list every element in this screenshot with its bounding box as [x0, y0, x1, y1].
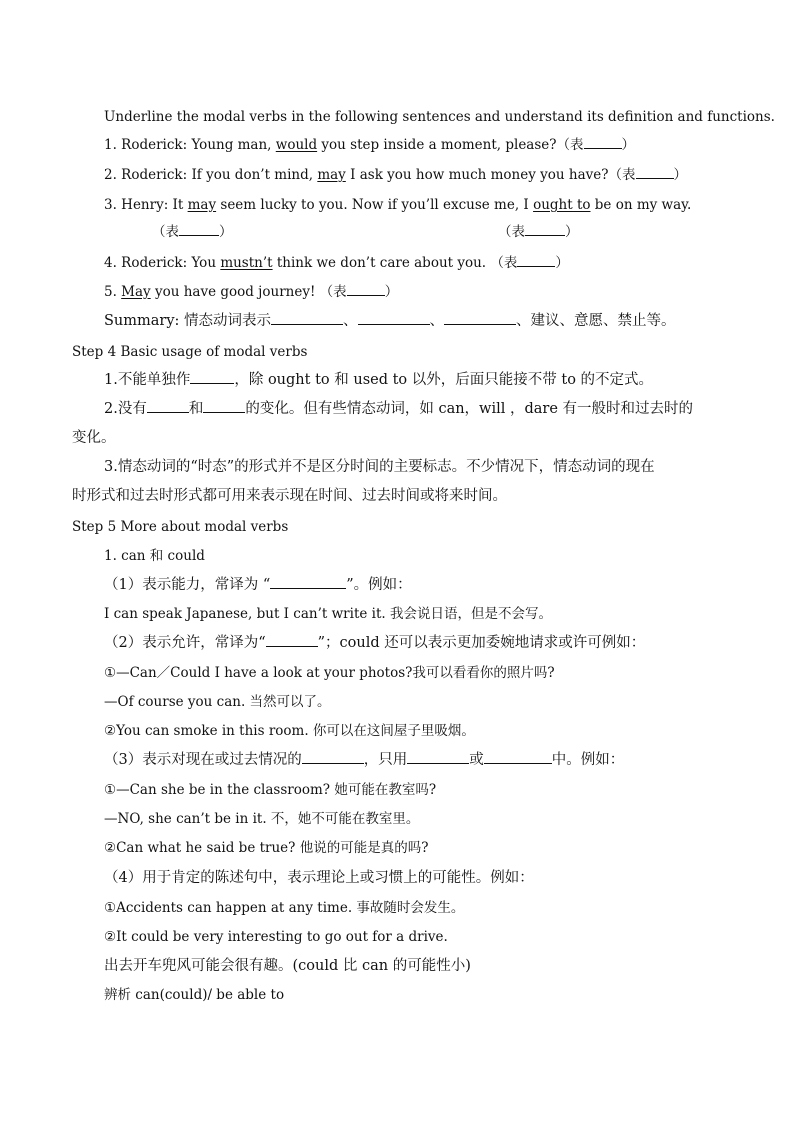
sentence-2-text-end: I ask you how much money you have?（表	[345, 167, 636, 183]
modal-verb-may: May	[121, 284, 151, 300]
sentence-1-text: 1. Roderick: Young man,	[104, 137, 276, 153]
sentence-1	[104, 135, 635, 155]
blank-field[interactable]	[271, 324, 343, 325]
separator: 、	[429, 313, 445, 329]
modal-verb-ought-to: ought to	[533, 197, 591, 213]
subheading-can-could: 1. can 和 could	[104, 548, 205, 564]
sentence-3-text-mid: seem lucky to you. Now if you’ll excuse me, I	[216, 197, 534, 213]
sentence-4-text: 4. Roderick: You	[104, 255, 221, 271]
item-2-text-end: ”；could 还可以表示更加委婉地请求或许可例如：	[317, 635, 646, 651]
item-2	[104, 633, 645, 653]
item-3-example-2: —NO, she can’t be in it. 不，她不可能在教室里。	[104, 811, 420, 827]
paren-close: ）	[555, 255, 569, 271]
step-4-heading: Step 4 Basic usage of modal verbs	[72, 344, 308, 360]
step-4-point-1	[104, 370, 653, 390]
instruction-line: Underline the modal verbs in the following sentences and understand its definition and functions.	[104, 109, 775, 125]
point-2-text-mid: 和	[188, 401, 204, 417]
blank-field[interactable]	[190, 383, 234, 384]
item-1-text-end: ”。例如：	[346, 577, 412, 593]
sentence-5: 5. May you have good journey! （表 ）	[104, 284, 399, 300]
sentence-4	[104, 253, 569, 273]
item-3-example-1: ①—Can she be in the classroom? 她可能在教室吗?	[104, 782, 437, 798]
step-4-point-2	[104, 399, 693, 419]
item-3-text-end: 中。例如：	[551, 752, 625, 768]
blank-field[interactable]	[179, 235, 219, 236]
item-2-example-1: ①—Can／Could I have a look at your photos?我可以看看你的照片吗?	[104, 665, 555, 681]
summary-text-end: 、建议、意愿、禁止等。	[516, 313, 676, 329]
step-5-heading: Step 5 More about modal verbs	[72, 519, 289, 535]
sentence-4-text-end: think we don’t care about you. （表	[272, 255, 518, 271]
blank-field[interactable]	[517, 266, 555, 267]
step-4-point-2-cont: 变化。	[72, 430, 116, 446]
sentence-3	[104, 195, 691, 215]
blank-field[interactable]	[407, 763, 469, 764]
blank-field[interactable]	[584, 148, 622, 149]
item-3-example-3: ②Can what he said be true? 他说的可能是真的吗?	[104, 840, 429, 856]
item-4: （4）用于肯定的陈述句中，表示理论上或习惯上的可能性。例如：	[104, 870, 534, 886]
modal-verb-may: may	[317, 167, 346, 183]
item-1-text: （1）表示能力，常译为 “	[104, 577, 271, 593]
sentence-2-text: 2. Roderick: If you don’t mind,	[104, 167, 318, 183]
paren-close: ）	[219, 224, 233, 240]
summary-label: Summary: 情态动词表示	[104, 313, 272, 329]
blank-field[interactable]	[636, 178, 674, 179]
blank-field[interactable]	[484, 763, 552, 764]
summary-line	[104, 311, 676, 331]
step-4-point-3-cont: 时形式和过去时形式都可用来表示现在时间、过去时间或将来时间。	[72, 488, 507, 504]
item-2-example-3: ②You can smoke in this room. 你可以在这间屋子里吸烟。	[104, 723, 475, 739]
compare-heading: 辨析 can(could)/ be able to	[104, 987, 285, 1003]
item-3	[104, 750, 624, 770]
item-1-example: I can speak Japanese, but I can’t write it. 我会说日语，但是不会写。	[104, 606, 552, 622]
sentence-3-text: 3. Henry: It	[104, 197, 188, 213]
sentence-2	[104, 165, 687, 185]
sentence-3-text-end: be on my way.	[590, 197, 692, 213]
point-1-text: 1.不能单独作	[104, 372, 191, 388]
item-3-text: （3）表示对现在或过去情况的	[104, 752, 302, 768]
item-3-text-mid: 或	[469, 752, 484, 768]
paren-close: ）	[673, 167, 687, 183]
modal-verb-would: would	[275, 137, 318, 153]
paren-close: ）	[384, 284, 399, 300]
item-3-text-mid: ，只用	[363, 752, 408, 768]
modal-verb-may: may	[187, 197, 217, 213]
item-1	[104, 575, 412, 595]
blank-field[interactable]	[358, 324, 430, 325]
point-1-text-end: ，除 ought to 和 used to 以外，后面只能接不带 to 的不定式。	[234, 372, 654, 388]
blank-field[interactable]	[444, 324, 516, 325]
paren-open: （表	[152, 224, 179, 240]
sentence-1-text-end: you step inside a moment, please?（表	[317, 137, 584, 153]
sentence-3-answer-b	[498, 222, 579, 242]
paren-close: ）	[621, 137, 636, 153]
point-2-text-end: 的变化。但有些情态动词，如 can，will ，dare 有一般时和过去时的	[245, 401, 694, 417]
item-4-example-3: 出去开车兜风可能会很有趣。(could 比 can 的可能性小)	[104, 958, 471, 974]
blank-field[interactable]	[266, 646, 318, 647]
modal-verb-mustnt: mustn’t	[220, 255, 273, 271]
sentence-5-text-end: you have good journey! （表	[150, 284, 347, 300]
blank-field[interactable]	[302, 763, 364, 764]
separator: 、	[343, 313, 358, 329]
blank-field[interactable]	[270, 588, 346, 589]
point-2-text: 2.没有	[104, 401, 147, 417]
paren-open: （表	[498, 224, 525, 240]
item-4-example-1: ①Accidents can happen at any time. 事故随时会发生。	[104, 900, 465, 916]
blank-field[interactable]	[525, 235, 565, 236]
item-2-text: （2）表示允许，常译为“	[104, 635, 266, 651]
blank-field[interactable]	[203, 412, 245, 413]
step-4-point-3: 3.情态动词的“时态”的形式并不是区分时间的主要标志。不少情况下，情态动词的现在	[104, 459, 655, 475]
item-2-example-2: —Of course you can. 当然可以了。	[104, 694, 331, 710]
blank-field[interactable]	[347, 295, 385, 296]
blank-field[interactable]	[147, 412, 189, 413]
paren-close: ）	[565, 224, 579, 240]
sentence-3-answer-a	[152, 222, 233, 242]
item-4-example-2: ②It could be very interesting to go out for a drive.	[104, 929, 448, 945]
